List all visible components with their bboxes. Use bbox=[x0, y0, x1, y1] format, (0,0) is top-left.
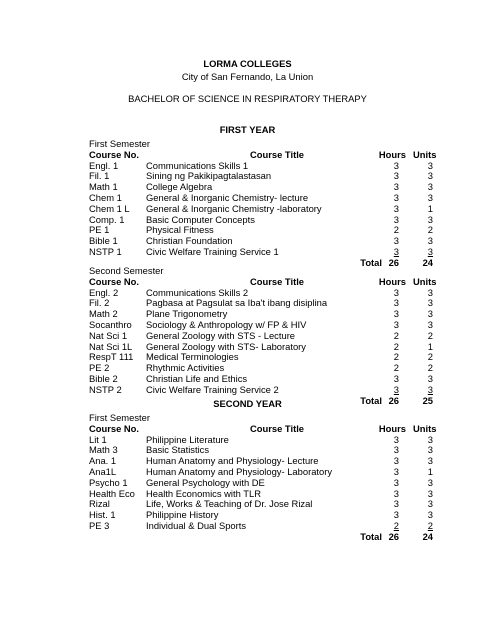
col-header-units: Units bbox=[413, 275, 437, 287]
course-hours: 3 bbox=[393, 235, 399, 247]
course-title: General Psychology with DE bbox=[146, 476, 265, 488]
course-title: Rhythmic Activities bbox=[146, 362, 225, 374]
course-hours: 3 bbox=[393, 455, 399, 467]
course-title: Christian Life and Ethics bbox=[146, 373, 248, 384]
course-title: General & Inorganic Chemistry- lecture bbox=[146, 192, 309, 203]
course-units: 3 bbox=[427, 433, 433, 445]
course-no: Chem 1 bbox=[89, 192, 122, 203]
course-units: 1 bbox=[427, 466, 433, 477]
course-title: Life, Works & Teaching of Dr. Jose Rizal bbox=[146, 498, 313, 510]
course-units: 3 bbox=[427, 308, 433, 320]
course-hours: 3 bbox=[393, 213, 399, 225]
course-units: 2 bbox=[427, 520, 433, 531]
course-title: Human Anatomy and Physiology- Laboratory bbox=[146, 466, 333, 477]
course-units: 2 bbox=[427, 362, 433, 374]
course-no: Engl. 2 bbox=[89, 286, 119, 298]
course-hours: 3 bbox=[393, 192, 399, 203]
course-no: Math 1 bbox=[89, 181, 118, 193]
course-hours: 3 bbox=[393, 444, 399, 456]
school-location: City of San Fernando, La Union bbox=[181, 71, 314, 82]
course-no: Bible 1 bbox=[89, 235, 118, 247]
course-title: Communications Skills 1 bbox=[146, 159, 249, 171]
course-hours: 3 bbox=[393, 308, 399, 320]
course-units: 3 bbox=[427, 319, 433, 330]
course-hours: 3 bbox=[393, 373, 399, 384]
total-hours: 26 bbox=[388, 530, 399, 542]
course-no: Socanthro bbox=[89, 319, 132, 330]
course-units: 3 bbox=[427, 192, 433, 203]
col-header-course-title: Course Title bbox=[250, 275, 305, 287]
course-hours: 3 bbox=[393, 498, 399, 510]
course-title: Physical Fitness bbox=[146, 224, 214, 236]
course-title: Sociology & Anthropology w/ FP & HIV bbox=[146, 319, 307, 330]
course-title: Health Economics with TLR bbox=[146, 487, 261, 499]
course-units: 2 bbox=[427, 351, 433, 363]
course-no: Chem 1 L bbox=[89, 202, 130, 214]
course-hours: 2 bbox=[393, 340, 399, 352]
course-title: Sining ng Pakikipagtalastasan bbox=[146, 170, 272, 182]
course-hours: 3 bbox=[393, 286, 399, 298]
course-title: Basic Statistics bbox=[146, 444, 210, 456]
col-header-units: Units bbox=[413, 148, 437, 160]
col-header-course-title: Course Title bbox=[250, 422, 305, 434]
course-units: 3 bbox=[427, 286, 433, 298]
course-title: Pagbasa at Pagsulat sa Iba't ibang disiplina bbox=[146, 297, 328, 309]
course-units: 3 bbox=[427, 487, 433, 499]
course-units: 3 bbox=[427, 476, 433, 488]
course-no: Nat Sci 1 bbox=[89, 329, 128, 341]
total-label: Total bbox=[360, 394, 382, 406]
course-units: 2 bbox=[427, 329, 433, 341]
course-hours: 2 bbox=[393, 362, 399, 374]
course-no: PE 3 bbox=[89, 520, 110, 531]
course-units: 3 bbox=[427, 246, 433, 257]
course-units: 1 bbox=[427, 340, 433, 352]
semester-label: First Semester bbox=[89, 412, 150, 423]
course-title: Basic Computer Concepts bbox=[146, 213, 255, 225]
course-no: Lit 1 bbox=[89, 433, 107, 445]
course-hours: 3 bbox=[393, 466, 399, 477]
course-hours: 3 bbox=[393, 487, 399, 499]
course-units: 2 bbox=[427, 224, 433, 236]
col-header-hours: Hours bbox=[378, 422, 406, 434]
course-units: 3 bbox=[427, 383, 433, 395]
course-units: 3 bbox=[427, 509, 433, 521]
school-name: LORMA COLLEGES bbox=[203, 58, 292, 69]
course-hours: 3 bbox=[393, 181, 399, 193]
course-title: General Zoology with STS- Laboratory bbox=[146, 340, 306, 352]
semester-label: First Semester bbox=[89, 138, 150, 149]
course-hours: 3 bbox=[393, 202, 399, 214]
total-units: 25 bbox=[422, 394, 433, 406]
course-no: Math 2 bbox=[89, 308, 118, 320]
total-units: 24 bbox=[422, 256, 433, 268]
course-units: 3 bbox=[427, 498, 433, 510]
course-hours: 2 bbox=[393, 351, 399, 363]
course-hours: 3 bbox=[393, 246, 399, 257]
course-no: Hist. 1 bbox=[89, 509, 116, 521]
course-no: Ana. 1 bbox=[89, 455, 117, 467]
course-units: 1 bbox=[427, 202, 433, 214]
course-hours: 2 bbox=[393, 520, 399, 531]
course-units: 3 bbox=[427, 297, 433, 309]
course-title: Individual & Dual Sports bbox=[146, 520, 247, 531]
course-hours: 3 bbox=[393, 319, 399, 330]
col-header-course-no: Course No. bbox=[89, 422, 140, 434]
course-no: Engl. 1 bbox=[89, 159, 119, 171]
col-header-course-no: Course No. bbox=[89, 275, 140, 287]
year-title: FIRST YEAR bbox=[219, 124, 276, 135]
course-hours: 3 bbox=[393, 297, 399, 309]
course-units: 3 bbox=[427, 455, 433, 467]
course-hours: 3 bbox=[393, 383, 399, 395]
course-title: Communications Skills 2 bbox=[146, 286, 249, 298]
total-label: Total bbox=[360, 530, 382, 542]
course-no: Fil. 2 bbox=[89, 297, 110, 309]
col-header-units: Units bbox=[413, 422, 437, 434]
course-title: Civic Welfare Training Service 1 bbox=[146, 246, 279, 257]
course-units: 3 bbox=[427, 181, 433, 193]
course-hours: 3 bbox=[393, 476, 399, 488]
course-no: NSTP 2 bbox=[89, 383, 122, 395]
course-units: 3 bbox=[427, 235, 433, 247]
course-no: PE 2 bbox=[89, 362, 110, 374]
course-hours: 3 bbox=[393, 170, 399, 182]
course-no: Nat Sci 1L bbox=[89, 340, 133, 352]
course-no: Bible 2 bbox=[89, 373, 118, 384]
course-hours: 2 bbox=[393, 224, 399, 236]
course-title: Philippine History bbox=[146, 509, 219, 521]
course-units: 3 bbox=[427, 444, 433, 456]
course-no: Fil. 1 bbox=[89, 170, 110, 182]
course-no: Health Eco bbox=[89, 487, 135, 499]
course-no: Comp. 1 bbox=[89, 213, 125, 225]
course-no: NSTP 1 bbox=[89, 246, 122, 257]
course-title: Civic Welfare Training Service 2 bbox=[146, 383, 279, 395]
course-no: Rizal bbox=[89, 498, 110, 510]
total-label: Total bbox=[360, 256, 382, 268]
col-header-hours: Hours bbox=[378, 148, 406, 160]
course-title: Human Anatomy and Physiology- Lecture bbox=[146, 455, 319, 467]
course-title: Medical Terminologies bbox=[146, 351, 239, 363]
course-no: Math 3 bbox=[89, 444, 118, 456]
course-units: 3 bbox=[427, 170, 433, 182]
course-title: College Algebra bbox=[146, 181, 213, 193]
program-title: BACHELOR OF SCIENCE IN RESPIRATORY THERAPY bbox=[128, 93, 367, 104]
course-units: 3 bbox=[427, 213, 433, 225]
semester-label: Second Semester bbox=[89, 265, 164, 276]
course-no: RespT 111 bbox=[89, 351, 134, 363]
year-title: SECOND YEAR bbox=[213, 398, 282, 409]
course-no: Ana1L bbox=[89, 466, 117, 477]
course-title: Philippine Literature bbox=[146, 433, 229, 445]
total-hours: 26 bbox=[388, 256, 399, 268]
course-units: 3 bbox=[427, 159, 433, 171]
course-hours: 3 bbox=[393, 433, 399, 445]
course-hours: 2 bbox=[393, 329, 399, 341]
total-hours: 26 bbox=[388, 394, 399, 406]
course-title: General & Inorganic Chemistry -laboratory bbox=[146, 202, 322, 214]
course-title: Christian Foundation bbox=[146, 235, 233, 247]
course-hours: 3 bbox=[393, 509, 399, 521]
col-header-course-title: Course Title bbox=[250, 148, 305, 160]
course-title: Plane Trigonometry bbox=[146, 308, 228, 320]
course-units: 3 bbox=[427, 373, 433, 384]
col-header-course-no: Course No. bbox=[89, 148, 140, 160]
course-no: Psycho 1 bbox=[89, 476, 128, 488]
col-header-hours: Hours bbox=[378, 275, 406, 287]
course-title: General Zoology with STS - Lecture bbox=[146, 329, 296, 341]
course-hours: 3 bbox=[393, 159, 399, 171]
course-no: PE 1 bbox=[89, 224, 110, 236]
total-units: 24 bbox=[422, 530, 433, 542]
